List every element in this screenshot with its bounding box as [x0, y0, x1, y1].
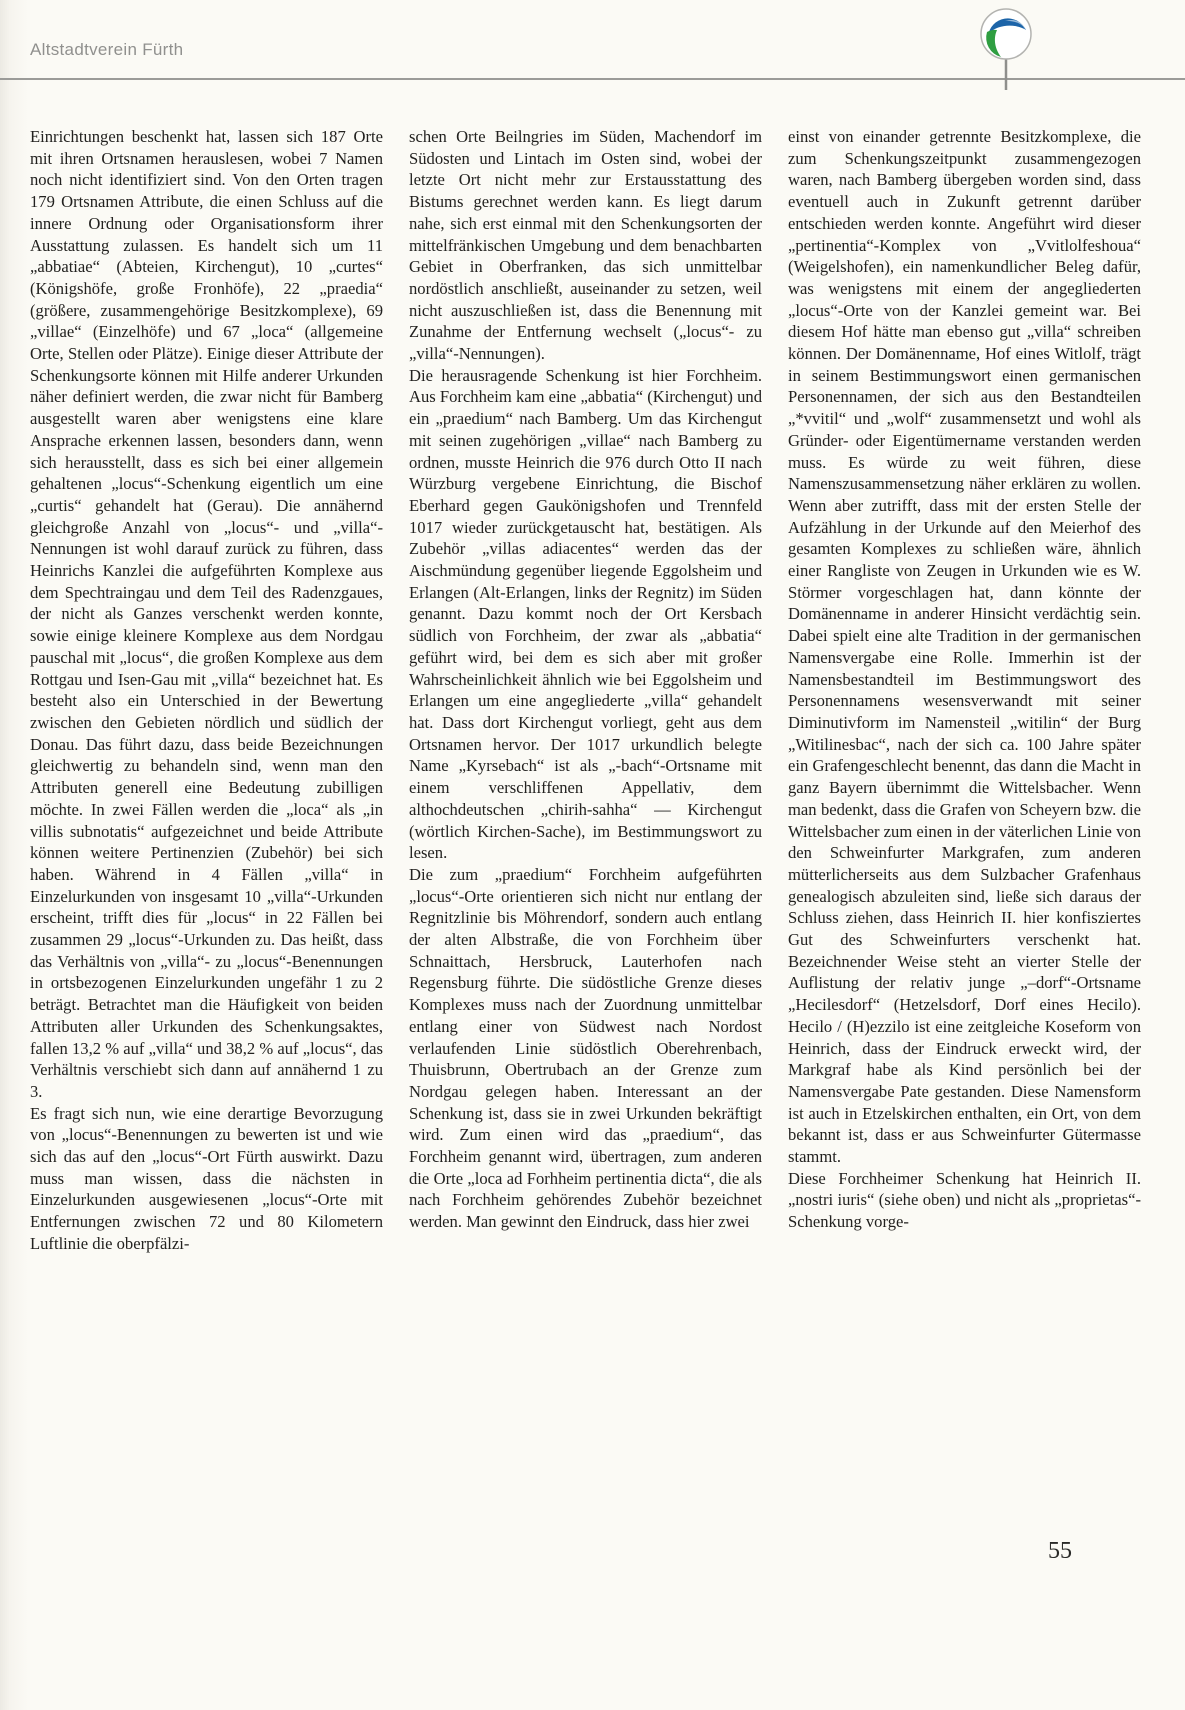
article-text-columns	[30, 126, 1142, 1255]
paragraph: Einrichtungen beschenkt hat, lassen sich 187 Orte mit ihren Ortsnamen herauslesen, wobei 7 Namen noch nicht identifiziert sind. Von den Orten tragen 179 Ortsnamen Attribute, die einen Schluss auf die innere Ordnung oder Organisationsform ihrer Ausstattung zulassen. Es handelt sich um 11 „abbatiae“ (Abteien, Kirchengut), 10 „curtes“ (Königshöfe, große Fronhöfe), 22 „praedia“ (größere, zusammengehörige Besitzkomplexe), 69 „villae“ (Einzelhöfe) und 67 „loca“ (allgemeine Orte, Stellen oder Plätze). Einige dieser Attribute der Schenkungsorte können mit Hilfe anderer Urkunden näher definiert werden, die zwar nicht für Bamberg ausgestellt waren aber wenigstens eine klare Ansprache erkennen lassen, besonders dann, wenn sich herausstellt, dass es sich bei einer allgemein gehaltenen „locus“-Schenkung eigentlich um eine „curtis“ gehandelt hat (Gerau). Die annähernd gleichgroße Anzahl von „locus“- und „villa“-Nennungen ist wohl darauf zurück zu führen, dass Heinrichs Kanzlei die aufgeführten Komplexe aus dem Spechtraingau und dem Teil des Radenzgaues, der nicht als Ganzes verschenkt werden konnte, sowie einige kleinere Komplexe aus dem Nordgau pauschal mit „locus“, die großen Komplexe aus dem Rottgau und Isen-Gau mit „villa“ bezeichnet hat. Es besteht also ein Unterschied in der Bewertung zwischen den Gebieten nördlich und südlich der Donau. Das führt dazu, dass beide Bezeichnungen gleichwertig zu behandeln sind, wenn man den Attributen generell eine Bedeutung zubilligen möchte. In zwei Fällen werden die „loca“ als „in villis subnotatis“ aufgezeichnet und beide Attribute können weitere Pertinenzien (Zubehör) bei sich haben. Während in 4 Fällen „villa“ in Einzelurkunden von insgesamt 10 „villa“-Urkunden erscheint, trifft dies für „locus“ in 22 Fällen bei zusammen 29 „locus“-Urkunden zu. Das heißt, dass das Verhältnis von „villa“- zu „locus“-Benennungen in ortsbezogenen Einzelurkunden ungefähr 1 zu 2 beträgt. Betrachtet man die Häufigkeit von beiden Attributen aller Urkunden des Schenkungsaktes, fallen 13,2 % auf „villa“ und 38,2 % auf „locus“, das Verhältnis verschiebt sich dann auf annähernd 1 zu 3.	[30, 127, 383, 1101]
paragraph: Diese Forchheimer Schenkung hat Heinrich II. „nostri iuris“ (siehe oben) und nicht als „proprietas“-Schenkung vorge-	[788, 1168, 1141, 1232]
page-header-title: Altstadtverein Fürth	[30, 40, 184, 59]
paragraph: einst von einander getrennte Besitzkomplexe, die zum Schenkungszeitpunkt zusammengezogen waren, nach Bamberg übergeben worden sind, dass eventuell auch in Zukunft getrennt darüber entschieden werden konnte. Angeführt wird dieser „pertinentia“-Komplex von „Vvitlolfeshoua“ (Weigelshofen), ein namenkundlicher Beleg dafür, was wenigstens mit einem der angegliederten „locus“-Orte von der Kanzlei gemeint war. Bei diesem Hof hätte man ebenso gut „villa“ schreiben können. Der Domänenname, Hof eines Witlolf, trägt in seinem Bestimmungswort einen germanischen Personennamen, der sich aus den Bestandteilen „*vvitil“ und „wolf“ zusammensetzt und wohl als Gründer- oder Eigentümername verstanden werden muss. Es würde zu weit führen, diese Namenszusammensetzung näher erklären zu wollen. Wenn aber zutrifft, dass mit der ersten Stelle der Aufzählung in der Urkunde auf den Meierhof des gesamten Komplexes zu schließen wäre, ähnlich einer Rangliste von Zeugen in Urkunden wie es W. Störmer vorgeschlagen hat, dann könnte der Domänenname in anderer Hinsicht verdächtig sein. Dabei spielt eine alte Tradition in der germanischen Namensvergabe eine Rolle. Immerhin ist der Namensbestandteil im Bestimmungswort des Personennamens wesensverwandt mit seiner Diminutivform im Namensteil „witilin“ der Burg „Witilinesbac“, nach der sich ca. 100 Jahre später ein Grafengeschlecht benennt, das dann die Macht in ganz Bayern übernimmt die Wittelsbacher. Wenn man bedenkt, dass die Grafen von Scheyern bzw. die Wittelsbacher zum einen in der väterlichen Linie von den Schweinfurter Markgrafen, zum anderen mütterlicherseits aus dem Sulzbacher Grafenhaus genealogisch abzuleiten sind, ließe sich daraus der Schluss ziehen, dass Heinrich II. hier konfisziertes Gut des Schweinfurters verschenkt hat. Bezeichnender Weise steht an vierter Stelle der Auflistung der relativ junge „–dorf“-Ortsname „Hecilesdorf“ (Hetzelsdorf, Dorf eines Hecilo). Hecilo / (H)ezzilo ist eine zeitgleiche Koseform von Heinrich, dass der Eindruck erweckt wird, der Markgraf habe als Kind persönlich bei der Namensvergabe Pate gestanden. Diese Namensform ist auch in Etzelskirchen enthalten, ein Ort, von dem bekannt ist, dass er aus Schweinfurter Gütermasse stammt.	[788, 127, 1141, 1167]
text-column-3	[788, 126, 1141, 1255]
paragraph: Die zum „praedium“ Forchheim aufgeführten „locus“-Orte orientieren sich nicht nur entlang der Regnitzlinie bis Möhrendorf, sondern auch entlang der alten Albstraße, die von Forchheim über Schnaittach, Hersbruck, Lauterhofen nach Regensburg führte. Die südöstliche Grenze dieses Komplexes muss nach der Zuordnung unmittelbar entlang einer von Südwest nach Nordost verlaufenden Linie südöstlich Oberehrenbach, Thuisbrunn, Obertrubach an der Grenze zum Nordgau gelegen haben. Interessant an der Schenkung ist, dass sie in zwei Urkunden bekräftigt wird. Zum einen wird das „praedium“, das Forchheim genannt wird, übertragen, zum anderen die Orte „loca ad Forhheim pertinentia dicta“, die als nach Forchheim gehörendes Zubehör bezeichnet werden. Man gewinnt den Eindruck, dass hier zwei	[409, 864, 762, 1232]
paragraph: Es fragt sich nun, wie eine derartige Bevorzugung von „locus“-Benennungen zu bewerten ist und wie sich das auf den „locus“-Ort Fürth auswirkt. Dazu muss man wissen, dass die nächsten in Einzelurkunden ausgewiesenen „locus“-Orte mit Entfernungen zwischen 72 und 80 Kilometern Luftlinie die oberpfälzi-	[30, 1103, 383, 1253]
text-column-1	[30, 126, 383, 1255]
page-number: 55	[1048, 1538, 1072, 1564]
altstadtverein-fuerth-logo-icon	[975, 6, 1039, 90]
paragraph: schen Orte Beilngries im Süden, Machendorf im Südosten und Lintach im Osten sind, wobei der letzte Ort nicht mehr zur Erstausstattung des Bistums gerechnet werden kann. Es liegt darum nahe, sich erst einmal mit den Schenkungsorten der mittelfränkischen Umgebung und dem benachbarten Gebiet in Oberfranken, das sich unmittelbar nordöstlich anschließt, auseinander zu setzen, weil nicht auszuschließen ist, dass die Benennung mit Zunahme der Entfernung wechselt („locus“- zu „villa“-Nennungen).	[409, 127, 762, 364]
text-column-2	[409, 126, 762, 1255]
paragraph: Die herausragende Schenkung ist hier Forchheim. Aus Forchheim kam eine „abbatia“ (Kirchengut) und ein „praedium“ nach Bamberg. Um das Kirchengut mit seinen zugehörigen „villae“ nach Bamberg zu ordnen, musste Heinrich die 976 durch Otto II nach Würzburg vergebene Einrichtung, die Bischof Eberhard gegen Gaukönigshofen und Trennfeld 1017 wieder zurückgetauscht hat, bestätigen. Als Zubehör „villas adiacentes“ werden das der Aischmündung gegenüber liegende Eggolsheim und Erlangen (Alt-Erlangen, links der Regnitz) im Süden genannt. Dazu kommt noch der Ort Kersbach südlich von Forchheim, der zwar als „abbatia“ geführt wird, bei dem es sich aber mit großer Wahrscheinlichkeit ähnlich wie bei Eggolsheim und Erlangen um eine angegliederte „villa“ gehandelt hat. Dass dort Kirchengut vorliegt, geht aus dem Ortsnamen hervor. Der 1017 urkundlich belegte Name „Kyrsebach“ ist als „-bach“-Ortsname mit einem verschliffenen Appellativ, dem althochdeutschen „chirih-sahha“ — Kirchengut (wörtlich Kirchen-Sache), im Bestimmungswort zu lesen.	[409, 365, 762, 863]
